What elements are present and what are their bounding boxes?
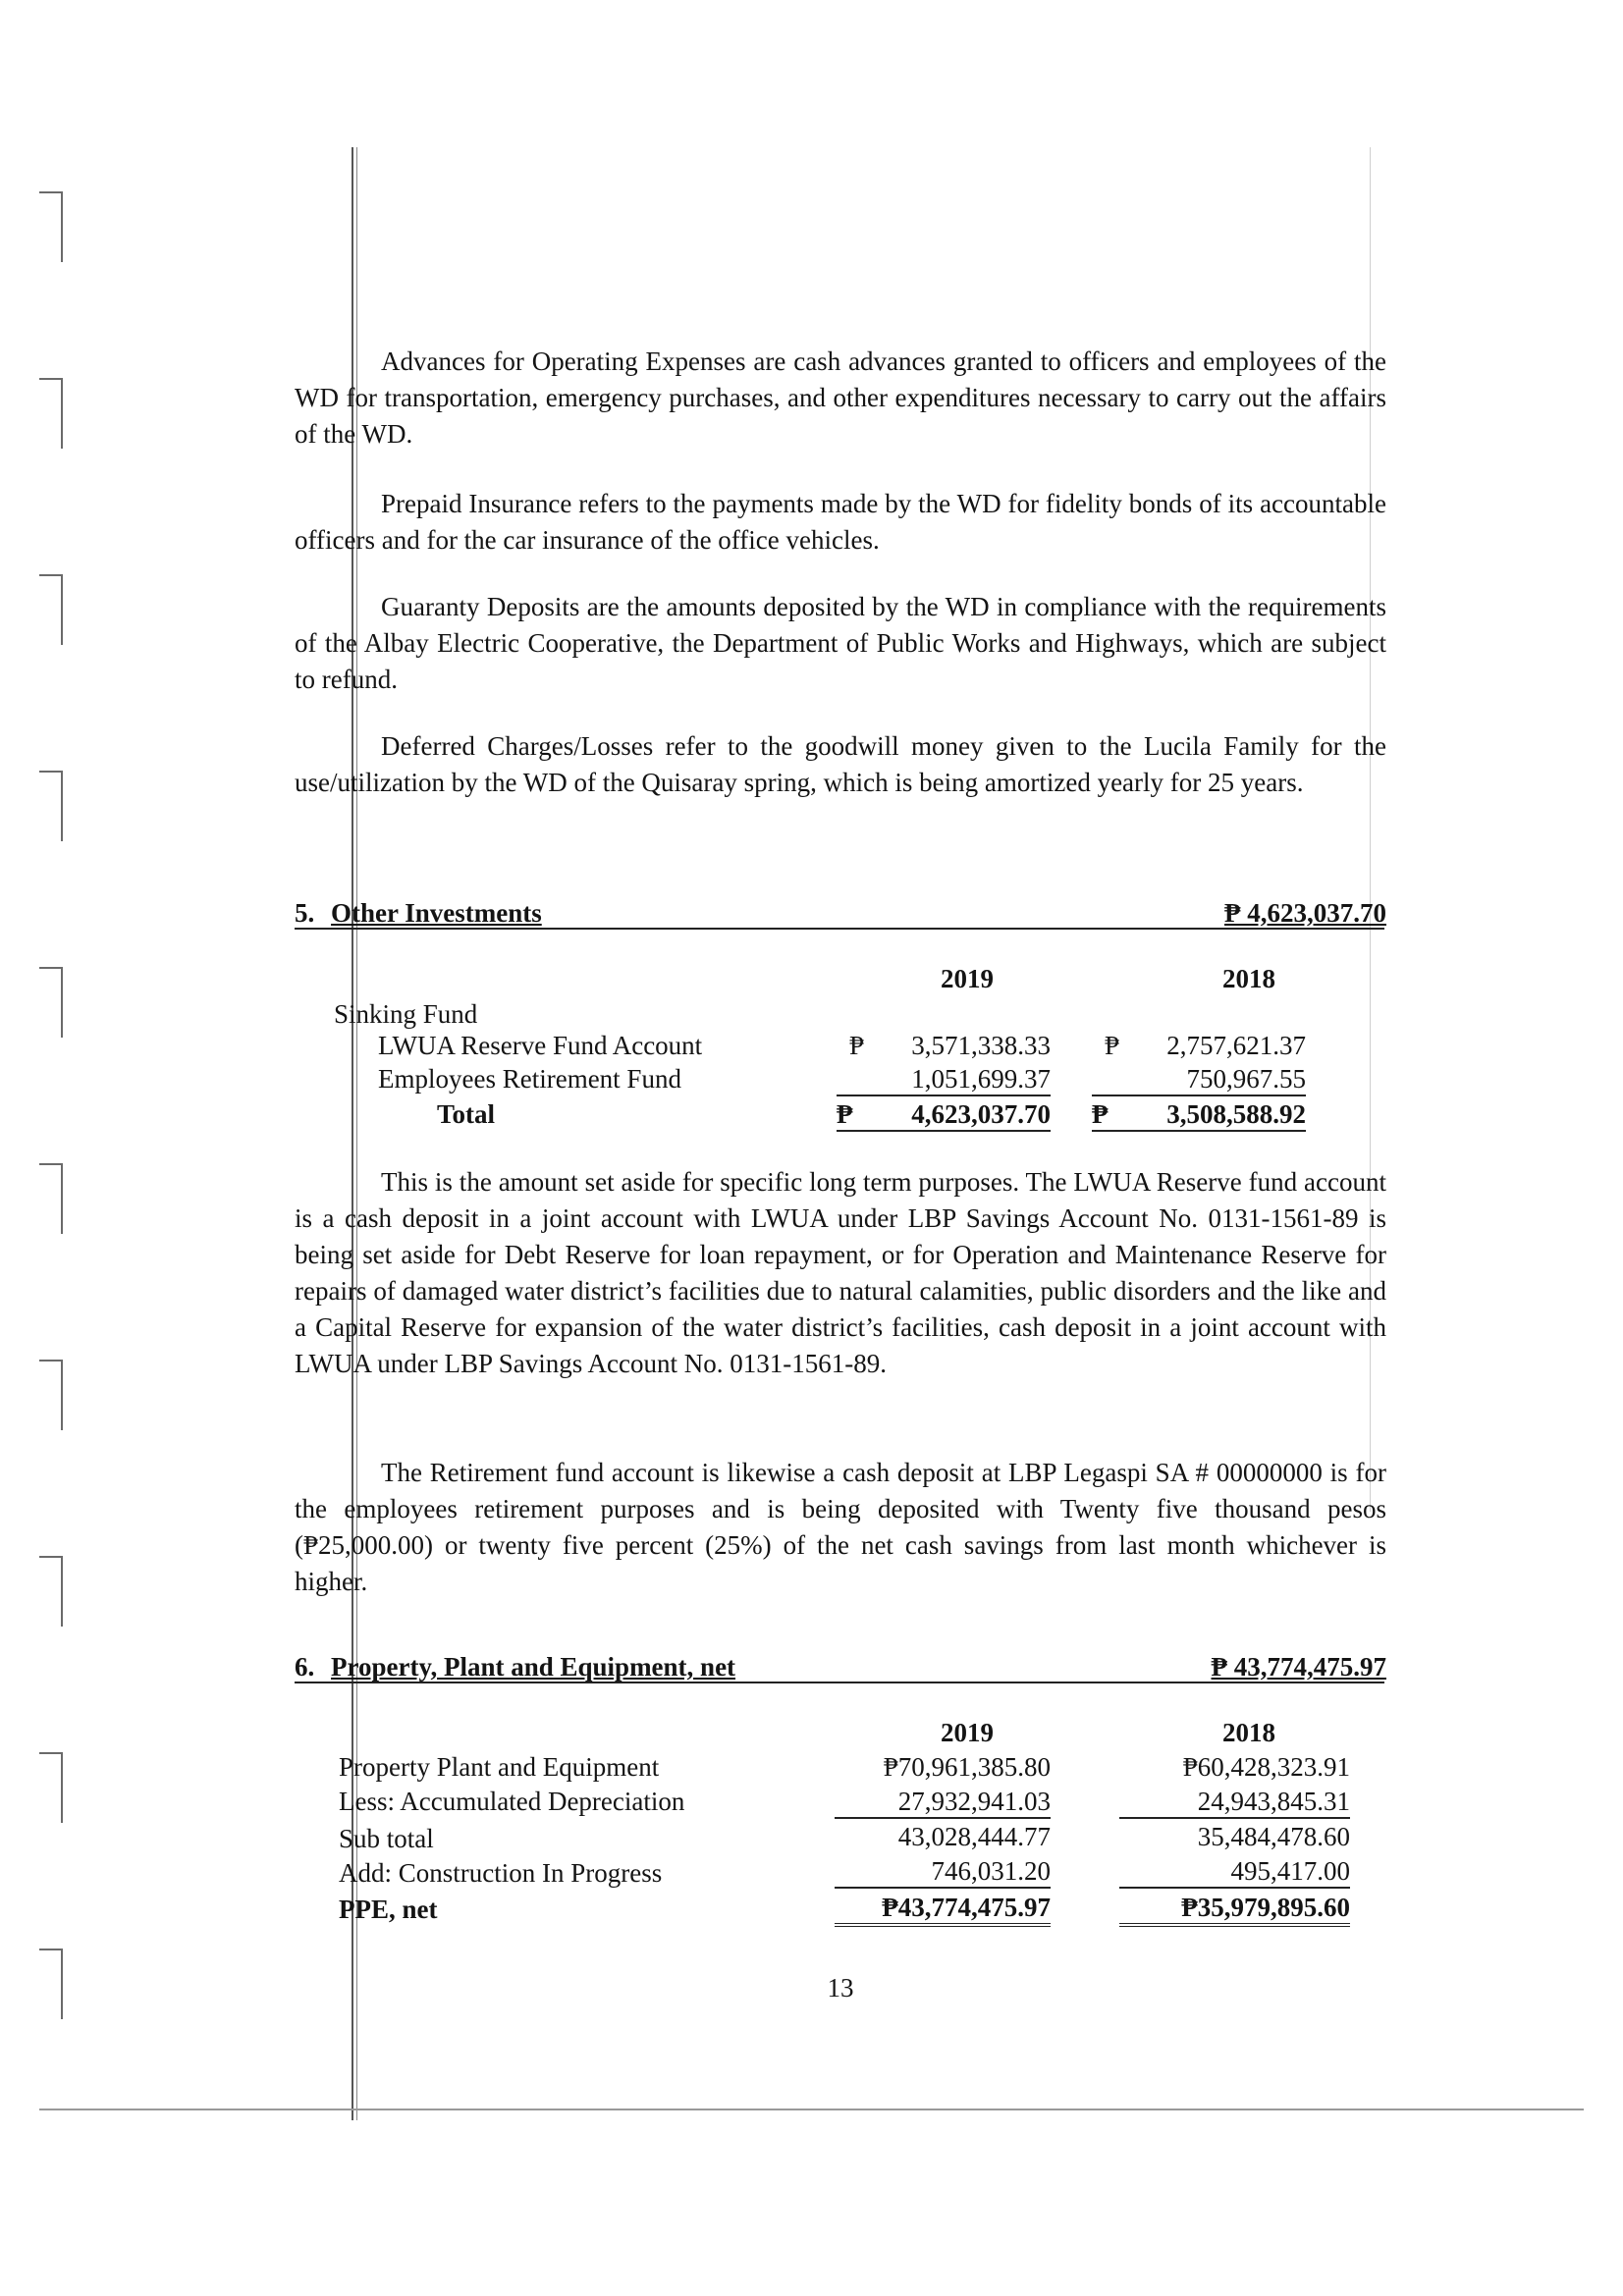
heading-rule bbox=[295, 1682, 1384, 1683]
binding-mark bbox=[39, 378, 63, 449]
column-header-2019: 2019 bbox=[941, 964, 994, 993]
paragraph-deferred-charges: Deferred Charges/Losses refer to the goodwill money given to the Lucila Family for the use/utilization by the WD of the Quisaray spring, which is being amortized yearly for 25 years. bbox=[295, 731, 1386, 797]
section-5-heading bbox=[295, 898, 1386, 929]
total-2018-cell bbox=[1092, 1099, 1306, 1132]
binding-mark bbox=[39, 1752, 63, 1823]
value-2019: 1,051,699.37 bbox=[837, 1064, 1051, 1096]
group-label: Sinking Fund bbox=[334, 999, 478, 1029]
column-header-2019: 2019 bbox=[941, 1718, 994, 1747]
peso-sign: ₱ bbox=[1105, 1031, 1120, 1060]
binding-mark bbox=[39, 1556, 63, 1627]
paragraph-prepaid-insurance: Prepaid Insurance refers to the payments made by the WD for fidelity bonds of its accountable officers and for the car insurance of the office vehicles. bbox=[295, 489, 1386, 555]
binding-mark bbox=[39, 1163, 63, 1234]
value-2018: 24,943,845.31 bbox=[1119, 1787, 1350, 1819]
binding-mark bbox=[39, 1360, 63, 1430]
value-2018: 750,967.55 bbox=[1092, 1064, 1306, 1096]
section-title: Other Investments bbox=[331, 898, 542, 928]
paragraph-advances: Advances for Operating Expenses are cash advances granted to officers and employees of the WD for transportation, emergency purchases, and other expenditures necessary to carry out the affairs of the WD. bbox=[295, 347, 1386, 449]
peso-sign: ₱ bbox=[1092, 1099, 1109, 1129]
value-2018: 495,417.00 bbox=[1119, 1856, 1350, 1889]
binding-mark bbox=[39, 191, 63, 262]
row-label: LWUA Reserve Fund Account bbox=[378, 1031, 703, 1060]
peso-sign: ₱ bbox=[849, 1031, 865, 1060]
total-label: Total bbox=[437, 1099, 496, 1129]
value-2018: 2,757,621.37 bbox=[1166, 1031, 1306, 1060]
section-number: 6. bbox=[295, 1652, 315, 1682]
column-header-2018: 2018 bbox=[1222, 964, 1275, 993]
row-label: Less: Accumulated Depreciation bbox=[339, 1787, 685, 1816]
paragraph-lwua-reserve: This is the amount set aside for specific long term purposes. The LWUA Reserve fund account is a cash deposit in a joint account with LWUA under LBP Savings Account No. 0131-1561-89 is being set aside for Debt Reserve for loan repayment, or for Operation and Maintenance Reserve for repairs of damaged water district’s facilities due to natural calamities, public disorders and the like and a Capital Reserve for expansion of the water district’s facilities, cash deposit in a joint account with LWUA under LBP Savings Account No. 0131-1561-89. bbox=[295, 1167, 1386, 1378]
binding-mark bbox=[39, 574, 63, 645]
value-2019: 27,932,941.03 bbox=[835, 1787, 1051, 1819]
page-number: 13 bbox=[827, 1973, 854, 2002]
row-label: Property Plant and Equipment bbox=[339, 1752, 660, 1782]
section-number: 5. bbox=[295, 898, 315, 928]
binding-mark bbox=[39, 771, 63, 841]
column-header-2018: 2018 bbox=[1222, 1718, 1275, 1747]
value-2019: 3,571,338.33 bbox=[911, 1031, 1051, 1060]
peso-sign: ₱ bbox=[837, 1099, 853, 1129]
paragraph-guaranty-deposits: Guaranty Deposits are the amounts deposited by the WD in compliance with the requirements of the Albay Electric Cooperative, the Department of Public Works and Highways, which are subject to refund. bbox=[295, 592, 1386, 694]
value-2019: ₱70,961,385.80 bbox=[883, 1752, 1051, 1782]
value-2019-total: ₱43,774,475.97 bbox=[835, 1893, 1051, 1927]
bottom-rule bbox=[39, 2109, 1584, 2110]
section-6-heading bbox=[295, 1652, 1386, 1682]
binding-mark bbox=[39, 967, 63, 1038]
paragraph-retirement-fund: The Retirement fund account is likewise a cash deposit at LBP Legaspi SA # 00000000 is for the employees retirement purposes and is being deposited with Twenty five thousand pesos (₱25,000.00) or twenty five percent (25%) of the net cash savings from last month whichever is higher. bbox=[295, 1458, 1386, 1596]
section-amount: ₱ 43,774,475.97 bbox=[1211, 1652, 1386, 1682]
value-2019: 746,031.20 bbox=[835, 1856, 1051, 1889]
section-amount: ₱ 4,623,037.70 bbox=[1224, 898, 1386, 928]
heading-rule bbox=[295, 928, 1384, 930]
total-2018: 3,508,588.92 bbox=[1166, 1099, 1306, 1129]
value-2018: 35,484,478.60 bbox=[1197, 1822, 1350, 1851]
row-label: Add: Construction In Progress bbox=[339, 1858, 663, 1888]
value-2019: 43,028,444.77 bbox=[897, 1822, 1051, 1851]
value-2018: ₱60,428,323.91 bbox=[1182, 1752, 1350, 1782]
row-label-total: PPE, net bbox=[339, 1895, 438, 1924]
total-2019-cell bbox=[837, 1099, 1051, 1132]
binding-mark bbox=[39, 1949, 63, 2019]
row-label: Employees Retirement Fund bbox=[378, 1064, 681, 1094]
total-2019: 4,623,037.70 bbox=[911, 1099, 1051, 1129]
value-2018-total: ₱35,979,895.60 bbox=[1119, 1893, 1350, 1927]
row-label: Sub total bbox=[339, 1824, 434, 1853]
section-title: Property, Plant and Equipment, net bbox=[331, 1652, 736, 1682]
